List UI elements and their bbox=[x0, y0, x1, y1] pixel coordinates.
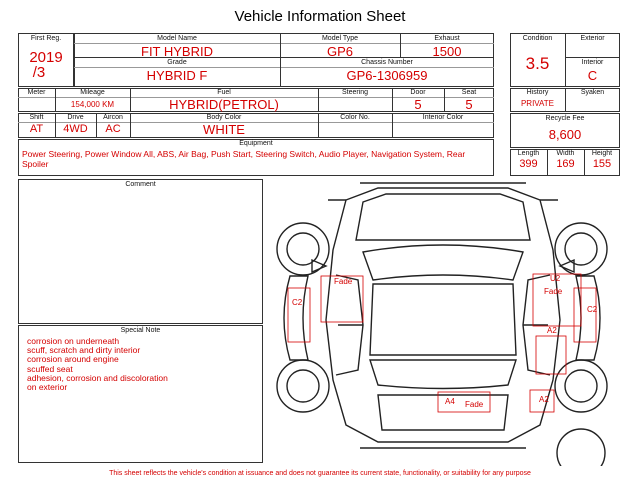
spare-wheel bbox=[557, 429, 605, 466]
comment-label: Comment bbox=[125, 181, 156, 188]
syaken-label: Syaken bbox=[580, 89, 605, 96]
model-type: GP6 bbox=[326, 44, 353, 59]
damage-a4: A4 bbox=[445, 397, 455, 406]
car-body-outline bbox=[326, 188, 563, 442]
exterior-label: Exterior bbox=[580, 35, 605, 42]
body-color-label: Body Color bbox=[206, 114, 242, 121]
exhaust: 1500 bbox=[432, 44, 462, 59]
rear-left-wheel bbox=[277, 360, 329, 412]
length-label: Length bbox=[517, 150, 540, 157]
aircon-label: Aircon bbox=[103, 114, 123, 121]
interior-color-label: Interior Color bbox=[422, 114, 464, 121]
condition-grade: 3.5 bbox=[525, 54, 550, 73]
height: 155 bbox=[592, 158, 612, 170]
chassis-number: GP6-1306959 bbox=[346, 68, 428, 83]
drive-label: Drive bbox=[67, 114, 84, 121]
fuel-label: Fuel bbox=[217, 89, 231, 96]
model-type-label: Model Type bbox=[321, 35, 359, 42]
shift-label: Shift bbox=[29, 114, 44, 121]
windshield bbox=[363, 245, 523, 280]
mileage-label: Mileage bbox=[80, 89, 105, 96]
steering-label: Steering bbox=[341, 89, 369, 96]
first-reg-month: /3 bbox=[32, 64, 46, 81]
model-name-label: Model Name bbox=[157, 35, 197, 42]
interior-grade: C bbox=[587, 68, 598, 83]
door: 5 bbox=[414, 97, 422, 112]
damage-c2-left: C2 bbox=[292, 298, 303, 307]
special-note-line: scuffed seat bbox=[27, 363, 73, 374]
recycle-fee: 8,600 bbox=[548, 127, 582, 142]
drive: 4WD bbox=[63, 123, 88, 135]
damage-fade-front-left: Fade bbox=[334, 277, 353, 286]
special-note-label: Special Note bbox=[120, 327, 161, 334]
damage-fade-front-right: Fade bbox=[544, 287, 563, 296]
rear-right-wheel bbox=[555, 360, 607, 412]
fuel: HYBRID(PETROL) bbox=[169, 97, 279, 112]
history-label: History bbox=[526, 89, 549, 96]
exhaust-label: Exhaust bbox=[434, 35, 460, 42]
length: 399 bbox=[519, 158, 538, 170]
damage-fade-rear: Fade bbox=[465, 400, 484, 409]
sheet-title: Vehicle Information Sheet bbox=[234, 8, 406, 25]
damage-c2-right: C2 bbox=[587, 305, 598, 314]
model-name: FIT HYBRID bbox=[141, 44, 213, 59]
car-diagram bbox=[268, 180, 620, 466]
shift: AT bbox=[29, 123, 44, 135]
front-left-wheel bbox=[277, 223, 329, 275]
first-reg-year: 2019 bbox=[29, 49, 63, 66]
first-reg-label: First Reg. bbox=[30, 35, 62, 42]
aircon: AC bbox=[105, 123, 121, 135]
width: 169 bbox=[556, 158, 575, 170]
condition-label: Condition bbox=[522, 35, 553, 42]
meter-label: Meter bbox=[27, 89, 46, 96]
damage-a2-rear: A2 bbox=[539, 395, 549, 404]
special-note-line: adhesion, corrosion and discoloration bbox=[27, 372, 168, 383]
damage-a2-right: A2 bbox=[547, 326, 557, 335]
mileage: 154,000 KM bbox=[70, 100, 115, 109]
equipment-text: Power Steering, Power Window All, ABS, Air Bag, Push Start, Steering Switch, Audio Player, Navigation System, Rear Spoiler bbox=[22, 149, 466, 169]
special-note-line: corrosion around engine bbox=[27, 354, 119, 365]
seat: 5 bbox=[465, 97, 473, 112]
color-no-label: Color No. bbox=[340, 114, 370, 121]
special-note-line: scuff, scratch and dirty interior bbox=[27, 345, 141, 356]
equipment-label: Equipment bbox=[239, 140, 273, 147]
grade: HYBRID F bbox=[146, 68, 208, 83]
grade-label: Grade bbox=[167, 59, 187, 66]
history: PRIVATE bbox=[520, 99, 555, 108]
recycle-label: Recycle Fee bbox=[545, 115, 585, 122]
special-note-line: corrosion on underneath bbox=[27, 336, 120, 346]
seat-label: Seat bbox=[461, 89, 477, 96]
body-color: WHITE bbox=[203, 122, 245, 137]
comment-box bbox=[18, 179, 263, 324]
right-side-panel bbox=[576, 276, 600, 360]
special-note-line: on exterior bbox=[27, 382, 68, 393]
damage-u2: U2 bbox=[550, 274, 561, 283]
rear-window bbox=[370, 360, 516, 389]
height-label: Height bbox=[591, 150, 613, 157]
disclaimer-footer: This sheet reflects the vehicle's condition at issuance and does not guarantee its current state, functionality, or suitability for any purpose bbox=[109, 470, 531, 477]
roof bbox=[370, 284, 516, 355]
special-note-list bbox=[27, 337, 168, 392]
width-label: Width bbox=[556, 150, 575, 157]
interior-label: Interior bbox=[581, 59, 604, 66]
chassis-label: Chassis Number bbox=[361, 59, 413, 66]
door-label: Door bbox=[410, 89, 426, 96]
